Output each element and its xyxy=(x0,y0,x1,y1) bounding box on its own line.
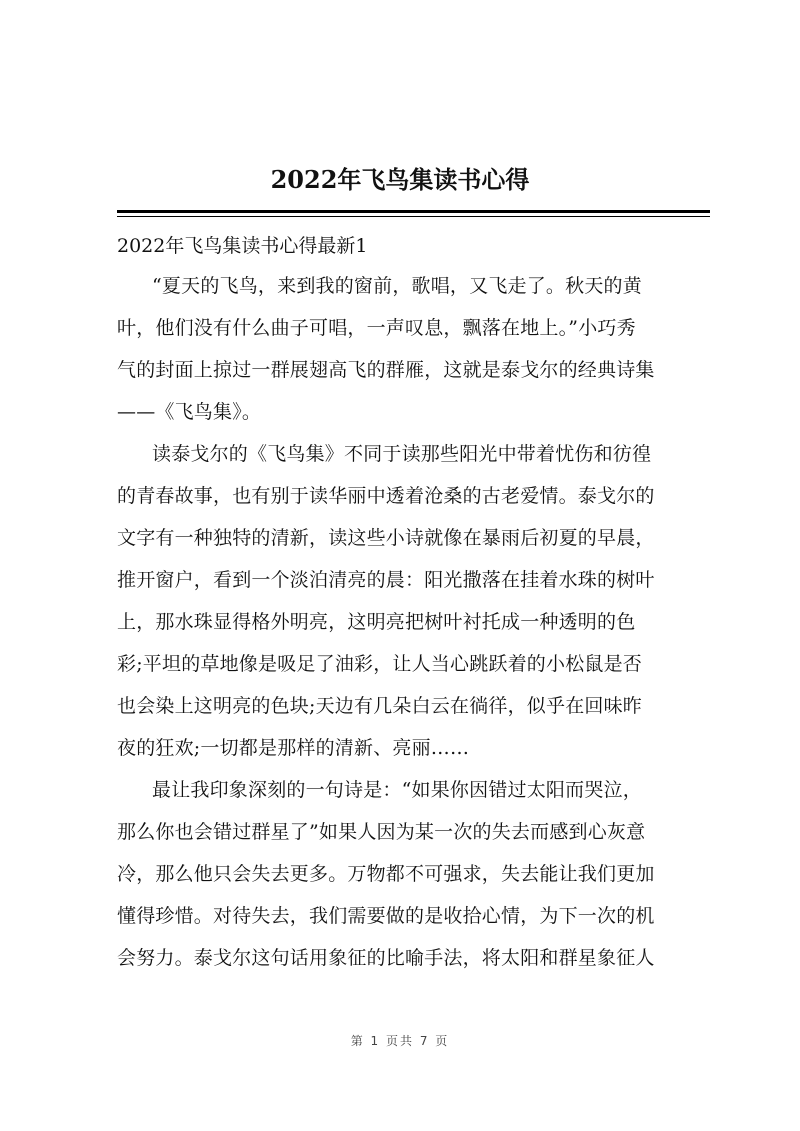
paragraph-line: 彩;平坦的草地像是吸足了油彩，让人当心跳跃着的小松鼠是否 xyxy=(117,653,643,675)
paragraph-line: ——《飞鸟集》。 xyxy=(117,401,262,423)
page-footer: 第 1 页共 7 页 xyxy=(350,1034,450,1048)
title-rule-thick xyxy=(117,210,710,213)
paragraph-line: 会努力。泰戈尔这句话用象征的比喻手法，将太阳和群星象征人 xyxy=(117,947,655,969)
paragraph-line: 上，那水珠显得格外明亮，这明亮把树叶衬托成一种透明的色 xyxy=(117,611,636,633)
paragraph-line: 懂得珍惜。对待失去，我们需要做的是收拾心情，为下一次的机 xyxy=(117,905,655,927)
paragraph-line: 冷，那么他只会失去更多。万物都不可强求，失去能让我们更加 xyxy=(117,863,655,885)
document-title: 2022年飞鸟集读书心得 xyxy=(270,165,530,194)
paragraph-line: 文字有一种独特的清新，读这些小诗就像在暴雨后初夏的早晨， xyxy=(117,527,655,549)
title-rule-thin xyxy=(117,216,710,217)
paragraph-line: 夜的狂欢;一切都是那样的清新、亮丽…… xyxy=(117,737,470,759)
paragraph-line: 读泰戈尔的《飞鸟集》不同于读那些阳光中带着忧伤和彷徨 xyxy=(152,443,652,465)
section-heading: 2022年飞鸟集读书心得最新1 xyxy=(117,235,368,257)
paragraph-line: 推开窗户，看到一个淡泊清亮的晨：阳光撒落在挂着水珠的树叶 xyxy=(117,569,655,591)
paragraph-line: 的青春故事，也有别于读华丽中透着沧桑的古老爱情。泰戈尔的 xyxy=(117,485,655,507)
paragraph-line: “夏天的飞鸟，来到我的窗前，歌唱，又飞走了。秋天的黄 xyxy=(152,275,642,297)
paragraph-line: 也会染上这明亮的色块;天边有几朵白云在徜徉，似乎在回味昨 xyxy=(117,695,643,717)
paragraph-line: 叶，他们没有什么曲子可唱，一声叹息，飘落在地上。”小巧秀 xyxy=(117,317,636,339)
paragraph-line: 那么你也会错过群星了”如果人因为某一次的失去而感到心灰意 xyxy=(117,821,646,843)
paragraph-line: 最让我印象深刻的一句诗是：“如果你因错过太阳而哭泣， xyxy=(152,779,642,801)
paragraph-line: 气的封面上掠过一群展翅高飞的群雁，这就是泰戈尔的经典诗集 xyxy=(117,359,655,381)
